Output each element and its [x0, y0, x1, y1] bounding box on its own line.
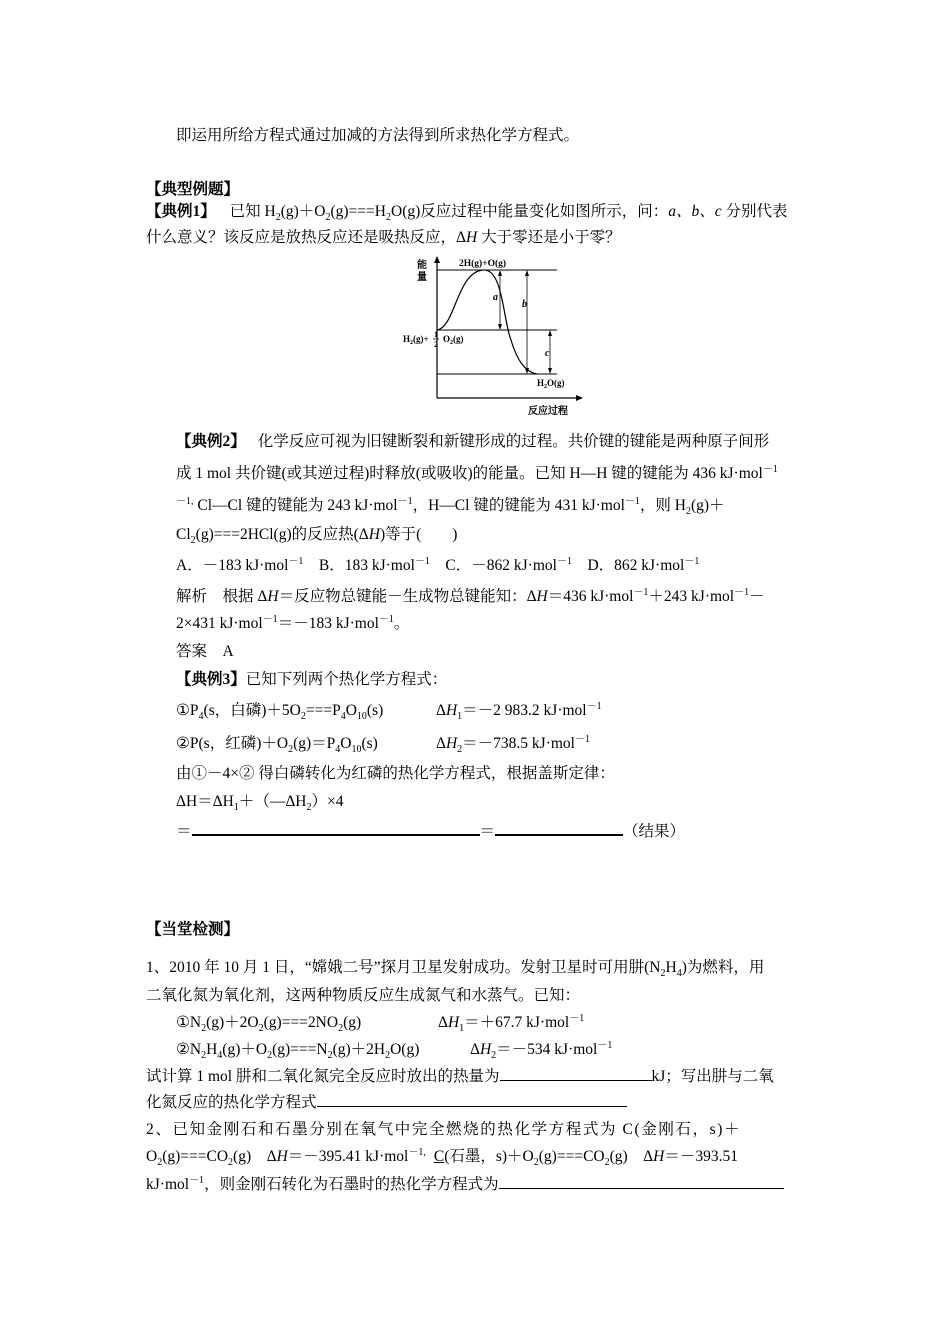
arrow-c-head-bottom: [548, 368, 552, 374]
q1-eq1: $①N_2(g)+2O_2(g)===2NO_2(g)$: [176, 1014, 362, 1035]
section-title-test: 【当堂检测】: [146, 921, 240, 938]
label-a: a: [493, 292, 498, 303]
example1-label: 【典例1】: [146, 203, 216, 220]
example3-eq1-dh: $\Delta H_1=-2$ 983.2 kJ·mol$^{-1}$: [436, 700, 602, 723]
y-label-1: 能: [417, 260, 427, 271]
reaction-curve: [437, 270, 537, 374]
q2-line3: kJ·mol$^{-1}$，则金刚石转化为石墨时的热化学方程式为: [146, 1174, 784, 1195]
mid-level-label-o2: $O_2(g)$: [443, 334, 464, 346]
example2-label: 【典例2】: [176, 433, 246, 450]
low-level-label: $H_2O(g)$: [537, 378, 565, 390]
q1-eq1-dh: $\Delta H_1=+67.7$ kJ·mol$^{-1}$: [438, 1012, 585, 1035]
example2-options: A．－183 kJ·mol$^{-1}$ B．183 kJ·mol$^{-1}$ C．－862 kJ·mol$^{-1}$ D．862 kJ·mol$^{-1}$: [176, 555, 700, 574]
blank-heat[interactable]: [500, 1066, 652, 1081]
example1-line2: 什么意义？该反应是放热反应还是吸热反应，ΔH 大于零还是小于零？: [146, 229, 621, 246]
section-title-examples: 【典型例题】: [146, 181, 240, 198]
q2-line2: $O_2(g)===CO_2(g)$ ΔH＝－395.41 kJ·mol$^{-1,}$ C(石墨，$s)+O_2(g)===CO_2(g)$ ΔH＝－393.51: [146, 1146, 738, 1169]
frac-num: 1: [434, 330, 438, 339]
top-level-label: 2H(g)+O(g): [459, 259, 507, 269]
label-c: c: [545, 348, 550, 359]
arrow-a-head-bottom: [498, 324, 502, 330]
blank-diamond-graphite[interactable]: [499, 1174, 784, 1189]
label-b: b: [522, 299, 527, 310]
example2-analysis-line1: 解析 根据 ΔH＝反应物总键能－生成物总键能知：ΔH＝436 kJ·mol$^{-1}$＋243 kJ·mol$^{-1}$－: [176, 586, 765, 605]
example2-line4: $Cl_2(g)===2HCl(g)$的反应热(ΔH)等于( ): [176, 526, 458, 547]
example2-answer: 答案 A: [176, 643, 234, 660]
blank-expression[interactable]: [192, 820, 480, 836]
example3-label: 【典例3】: [176, 671, 246, 688]
example2-line3: $^{-1,}$ Cl—Cl 键的键能为 243 kJ·mol$^{-1}$，H—Cl 键的键能为 431 kJ·mol$^{-1}$，则 $H_2(g)+$: [176, 495, 725, 518]
mid-level-label: $H_2(g)+$: [403, 334, 429, 346]
q2-line1: 2、已知金刚石和石墨分别在氧气中完全燃烧的热化学方程式为 C(金刚石，s)＋: [146, 1121, 742, 1138]
q1-line1: 1、2010 年 10 月 1 日，“嫦娥二号”探月卫星发射成功。发射卫星时可用肼$(N_2H_4)$为燃料，用: [146, 959, 765, 980]
frac-den: 2: [434, 340, 438, 349]
q1-line6: 化氮反应的热化学方程式: [146, 1092, 627, 1113]
example3-text3: ＝ ＝ （结果）: [176, 820, 685, 842]
example2-line1: 【典例2】 化学反应可视为旧键断裂和新键形成的过程。共价键的键能是两种原子间形: [176, 433, 770, 450]
q1-eq2-dh: $\Delta H_2=-534$ kJ·mol$^{-1}$: [470, 1039, 613, 1062]
q1-eq2: $②N_2H_4(g)+O_2(g)===N_2(g)+2H_2O(g)$: [176, 1041, 420, 1062]
blank-result[interactable]: [495, 820, 623, 836]
example2-analysis-line2: 2×431 kJ·mol$^{-1}$＝－183 kJ·mol$^{-1}$。: [176, 613, 410, 632]
arrow-a-head-top: [498, 270, 502, 276]
example3-eq2-dh: $\Delta H_2=-738.5$ kJ·mol$^{-1}$: [436, 733, 590, 756]
example3-text1: 由①－4×② 得白磷转化为红磷的热化学方程式，根据盖斯定律：: [176, 765, 615, 782]
arrow-c-head-top: [548, 330, 552, 336]
example1-line1: 【典例1】 已知 $H_2(g)+O_2(g)===H_2O(g)$反应过程中能量变化如图所示，问：a、b、c 分别代表: [146, 203, 788, 224]
example3-eq1: $①P_4(s$，白磷)$+5O_2===P_4O_{10}(s)$: [176, 702, 384, 723]
x-axis-arrow: [576, 395, 583, 401]
y-axis-arrow: [434, 256, 440, 263]
blank-equation[interactable]: [317, 1092, 627, 1107]
intro-text: 即运用所给方程式通过加减的方法得到所求热化学方程式。: [176, 127, 580, 144]
energy-diagram: [395, 250, 585, 420]
x-label: 反应过程: [528, 406, 568, 417]
q1-line5: 试计算 1 mol 肼和二氧化氮完全反应时放出的热量为 kJ；写出肼与二氧: [146, 1068, 774, 1085]
y-label-2: 量: [417, 272, 427, 283]
example3-text2: $\Delta H=\Delta H_1+(—\Delta H_2)\times 4$: [176, 793, 344, 814]
q1-line2: 二氧化氮为氧化剂，这两种物质反应生成氮气和水蒸气。已知：: [146, 987, 581, 1004]
example3-line1: 【典例3】已知下列两个热化学方程式：: [176, 671, 448, 688]
example2-line2: 成 1 mol 共价键(或其逆过程)时释放(或吸收)的能量。已知 H—H 键的键能为 436 kJ·mol$^{-1}$: [176, 463, 778, 482]
arrow-b-head-top: [525, 270, 529, 276]
example3-eq2: ②P(s，红磷)$+O_2(g)=P_4O_{10}(s)$: [176, 735, 378, 756]
